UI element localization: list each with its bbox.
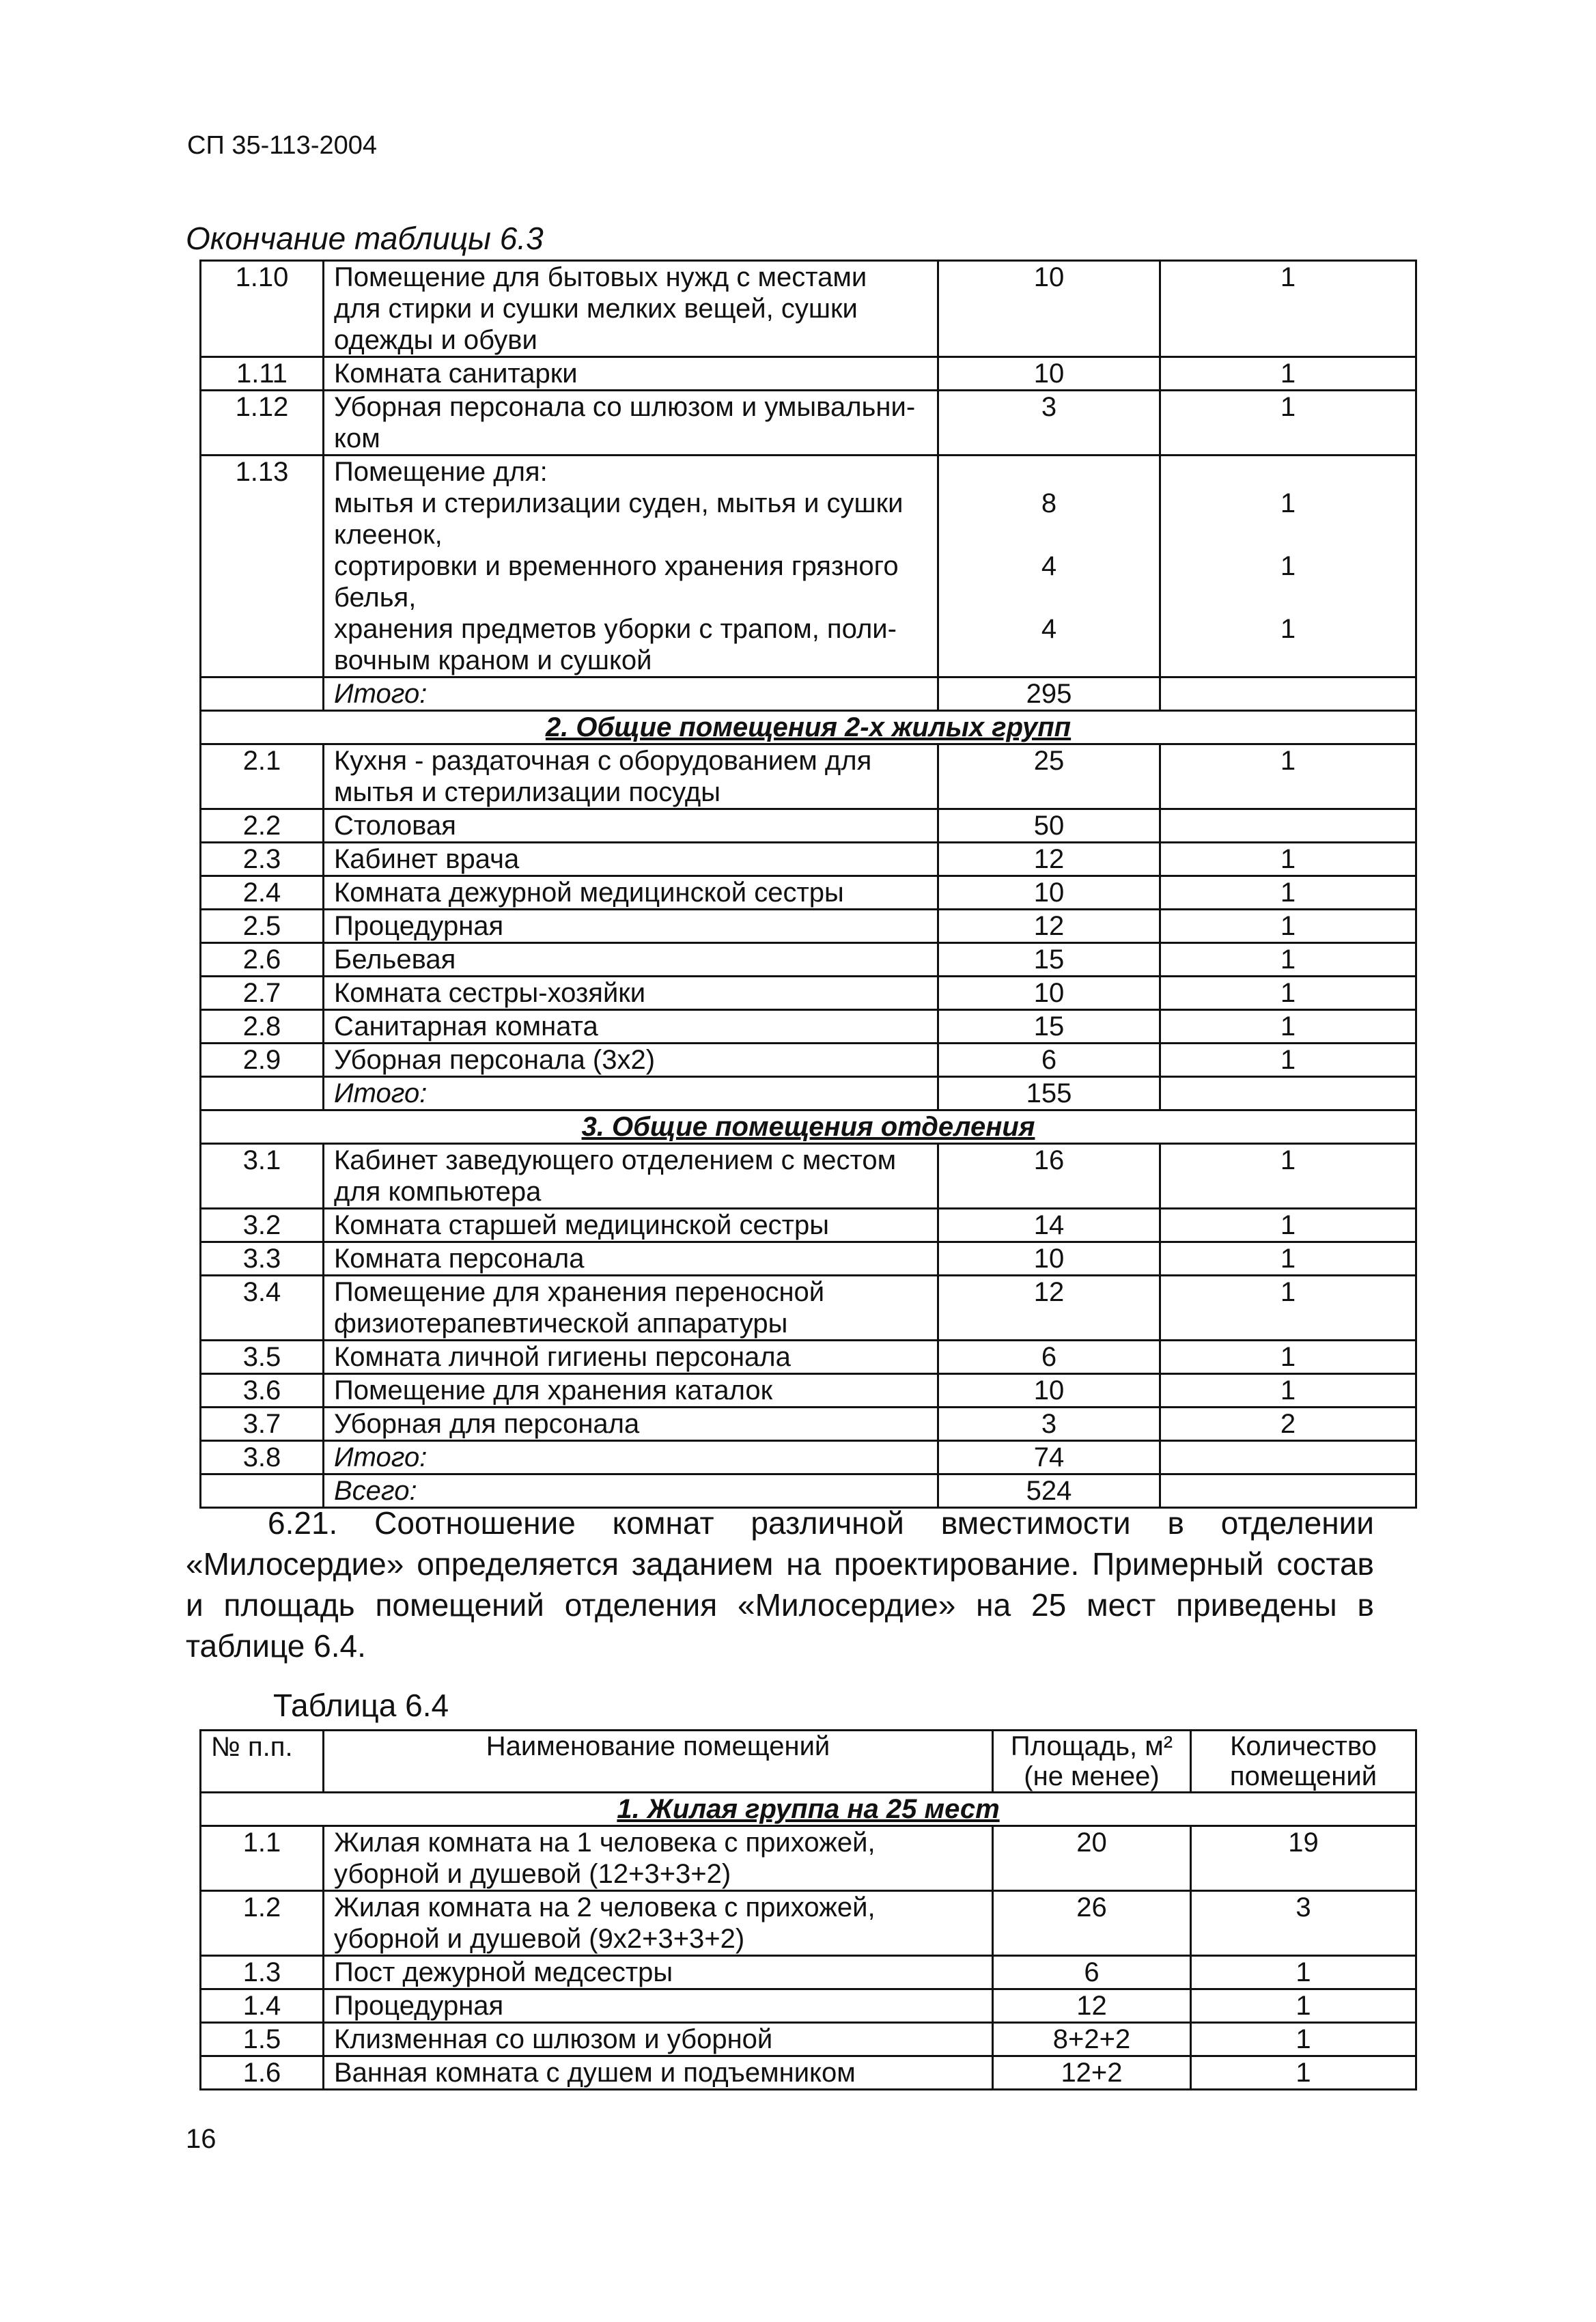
area-value: 4 bbox=[1041, 614, 1057, 644]
room-name bbox=[324, 1010, 938, 1044]
count-value: 1 bbox=[1191, 2056, 1416, 2090]
room-name-line: Комната персонала bbox=[334, 1244, 585, 1274]
room-name bbox=[324, 1956, 993, 1989]
table-row bbox=[201, 1242, 1416, 1276]
area-value: 20 bbox=[993, 1826, 1191, 1891]
section-title: 3. Общие помещения отделения bbox=[201, 1110, 1416, 1144]
area-value bbox=[949, 456, 1149, 488]
area-value: 12 bbox=[938, 910, 1160, 943]
area-value: 524 bbox=[938, 1474, 1160, 1508]
table-row bbox=[201, 1044, 1416, 1077]
area-value: 8+2+2 bbox=[993, 2023, 1191, 2056]
room-name bbox=[324, 809, 938, 843]
row-number: 3.5 bbox=[201, 1341, 324, 1374]
table-row bbox=[201, 1374, 1416, 1408]
row-number: 1.12 bbox=[201, 391, 324, 456]
count-value: 1 bbox=[1160, 1044, 1416, 1077]
table-row bbox=[201, 1826, 1416, 1891]
room-name-line: Санитарная комната bbox=[334, 1011, 598, 1041]
room-name bbox=[324, 1826, 993, 1891]
row-number: 3.2 bbox=[201, 1209, 324, 1242]
row-number: 3.3 bbox=[201, 1242, 324, 1276]
row-number: 2.6 bbox=[201, 943, 324, 977]
room-name-line: хранения предметов уборки с трапом, поли- bbox=[334, 614, 897, 644]
room-name-line: Помещение для хранения переносной bbox=[334, 1277, 825, 1307]
room-name-line: Помещение для бытовых нужд с местами bbox=[334, 262, 867, 292]
row-number: 2.1 bbox=[201, 744, 324, 809]
room-name-line: уборной и душевой (12+3+3+2) bbox=[334, 1859, 731, 1889]
count-value bbox=[1171, 582, 1405, 613]
room-name-line: белья, bbox=[334, 583, 417, 613]
room-name-line: Итого: bbox=[334, 679, 428, 709]
row-number: 1.6 bbox=[201, 2056, 324, 2090]
count-value: 19 bbox=[1191, 1826, 1416, 1891]
count-value bbox=[1160, 809, 1416, 843]
room-name-line: уборной и душевой (9х2+3+3+2) bbox=[334, 1924, 745, 1954]
room-name bbox=[324, 943, 938, 977]
room-name-line: Бельевая bbox=[334, 945, 456, 975]
row-number: 1.5 bbox=[201, 2023, 324, 2056]
header-count-line2: помещений bbox=[1229, 1761, 1377, 1791]
count-value: 1 bbox=[1160, 744, 1416, 809]
area-value bbox=[949, 645, 1149, 676]
header-num: № п.п. bbox=[201, 1731, 324, 1793]
row-number bbox=[201, 1077, 324, 1110]
count-value: 1 bbox=[1280, 488, 1296, 518]
area-value: 295 bbox=[938, 677, 1160, 711]
room-name-line: для компьютера bbox=[334, 1177, 542, 1207]
area-value: 12 bbox=[938, 1276, 1160, 1341]
count-value: 1 bbox=[1160, 977, 1416, 1010]
row-number: 2.8 bbox=[201, 1010, 324, 1044]
header-area-line1: Площадь, м² bbox=[1010, 1731, 1173, 1761]
area-value bbox=[949, 519, 1149, 550]
room-name bbox=[324, 1044, 938, 1077]
table-row bbox=[201, 1956, 1416, 1989]
section-title: 2. Общие помещения 2-х жилых групп bbox=[201, 711, 1416, 744]
room-name-line: Уборная персонала со шлюзом и умывальни- bbox=[334, 392, 916, 422]
room-name-line: Ванная комната с душем и подъемником bbox=[334, 2058, 856, 2088]
room-name bbox=[324, 357, 938, 391]
count-value: 1 bbox=[1191, 2023, 1416, 2056]
total-row bbox=[201, 1441, 1416, 1474]
room-name-line: Клизменная со шлюзом и уборной bbox=[334, 2024, 773, 2054]
header-count bbox=[1191, 1731, 1416, 1793]
row-number: 1.1 bbox=[201, 1826, 324, 1891]
area-value: 10 bbox=[938, 1374, 1160, 1408]
table-row bbox=[201, 2056, 1416, 2090]
room-name-line: мытья и стерилизации посуды bbox=[334, 777, 720, 807]
area-value: 10 bbox=[938, 261, 1160, 357]
room-name-line: Комната личной гигиены персонала bbox=[334, 1342, 791, 1372]
row-number: 3.1 bbox=[201, 1144, 324, 1209]
count-value bbox=[1160, 1077, 1416, 1110]
room-name-line: клеенок, bbox=[334, 520, 443, 550]
section-row bbox=[201, 711, 1416, 744]
room-name bbox=[324, 391, 938, 456]
room-name-line: Итого: bbox=[334, 1078, 428, 1108]
section-title: 1. Жилая группа на 25 мест bbox=[201, 1793, 1416, 1826]
count-value: 1 bbox=[1280, 614, 1296, 644]
table-row bbox=[201, 357, 1416, 391]
room-name-line: Итого: bbox=[334, 1442, 428, 1472]
table-row bbox=[201, 1341, 1416, 1374]
table-6-3-continuation bbox=[199, 260, 1417, 1509]
room-name bbox=[324, 1242, 938, 1276]
table-continuation-caption: Окончание таблицы 6.3 bbox=[186, 221, 544, 256]
paragraph-6-21: 6.21. Соотношение комнат различной вместимости в отделении «Милосердие» определяется заданием на проектирование. Примерный состав и площадь помещений отделения «Милосердие» на 25 мест приведены в таблице 6.4. bbox=[186, 1505, 1374, 1664]
room-name-line: для стирки и сушки мелких вещей, сушки bbox=[334, 294, 858, 324]
count-value: 1 bbox=[1160, 1341, 1416, 1374]
room-name-line: Уборная персонала (3х2) bbox=[334, 1045, 656, 1075]
room-name bbox=[324, 2023, 993, 2056]
header-area-line2: (не менее) bbox=[1024, 1761, 1160, 1791]
count-value: 1 bbox=[1160, 1010, 1416, 1044]
row-number: 1.10 bbox=[201, 261, 324, 357]
room-name-line: Процедурная bbox=[334, 911, 504, 941]
table-row bbox=[201, 744, 1416, 809]
room-name bbox=[324, 1441, 938, 1474]
count-value: 1 bbox=[1191, 1989, 1416, 2023]
room-name-line: вочным краном и сушкой bbox=[334, 645, 652, 675]
table-row bbox=[201, 876, 1416, 910]
room-name-line: Помещение для хранения каталок bbox=[334, 1375, 773, 1405]
room-name-line: Комната сестры-хозяйки bbox=[334, 978, 646, 1008]
room-name bbox=[324, 1276, 938, 1341]
area-value: 12 bbox=[938, 843, 1160, 876]
room-name bbox=[324, 1341, 938, 1374]
area-value: 10 bbox=[938, 357, 1160, 391]
room-name bbox=[324, 261, 938, 357]
area-value: 50 bbox=[938, 809, 1160, 843]
table-row bbox=[201, 943, 1416, 977]
room-name bbox=[324, 1077, 938, 1110]
room-name bbox=[324, 1408, 938, 1441]
room-name bbox=[324, 456, 938, 677]
room-name-line: одежды и обуви bbox=[334, 325, 537, 355]
room-name-line: сортировки и временного хранения грязного bbox=[334, 551, 899, 581]
table-6-4 bbox=[199, 1729, 1417, 2090]
room-name-line: Комната санитарки bbox=[334, 359, 578, 389]
area-value: 6 bbox=[938, 1044, 1160, 1077]
room-name bbox=[324, 1891, 993, 1956]
section-row bbox=[201, 1793, 1416, 1826]
room-name-line: ком bbox=[334, 423, 380, 453]
count-value: 1 bbox=[1160, 943, 1416, 977]
table-row bbox=[201, 261, 1416, 357]
room-name bbox=[324, 910, 938, 943]
count-value: 1 bbox=[1160, 1242, 1416, 1276]
table-row bbox=[201, 1144, 1416, 1209]
area-value: 4 bbox=[1041, 551, 1057, 581]
count-value bbox=[1160, 677, 1416, 711]
count-value: 1 bbox=[1160, 391, 1416, 456]
count-cell bbox=[1160, 456, 1416, 677]
table-row bbox=[201, 1010, 1416, 1044]
table-row bbox=[201, 391, 1416, 456]
table-row bbox=[201, 977, 1416, 1010]
count-value bbox=[1171, 456, 1405, 488]
row-number: 2.4 bbox=[201, 876, 324, 910]
table-header-row bbox=[201, 1731, 1416, 1793]
count-value: 3 bbox=[1191, 1891, 1416, 1956]
area-value: 6 bbox=[993, 1956, 1191, 1989]
page-number: 16 bbox=[186, 2124, 216, 2154]
table-row bbox=[201, 456, 1416, 677]
table-row bbox=[201, 1989, 1416, 2023]
area-value: 26 bbox=[993, 1891, 1191, 1956]
total-row bbox=[201, 1077, 1416, 1110]
room-name-line: Столовая bbox=[334, 811, 456, 841]
area-value: 16 bbox=[938, 1144, 1160, 1209]
row-number: 2.7 bbox=[201, 977, 324, 1010]
room-name-line: Уборная для персонала bbox=[334, 1409, 640, 1439]
room-name-line: Жилая комната на 1 человека с прихожей, bbox=[334, 1828, 876, 1858]
area-cell bbox=[938, 456, 1160, 677]
table-row bbox=[201, 1209, 1416, 1242]
table-row bbox=[201, 843, 1416, 876]
room-name-line: Всего: bbox=[334, 1476, 417, 1506]
row-number: 2.2 bbox=[201, 809, 324, 843]
area-value bbox=[949, 582, 1149, 613]
area-value: 8 bbox=[1041, 488, 1057, 518]
room-name bbox=[324, 744, 938, 809]
area-value: 74 bbox=[938, 1441, 1160, 1474]
room-name-line: Комната старшей медицинской сестры bbox=[334, 1210, 829, 1240]
area-value: 3 bbox=[938, 1408, 1160, 1441]
row-number: 1.2 bbox=[201, 1891, 324, 1956]
row-number: 2.9 bbox=[201, 1044, 324, 1077]
area-value: 6 bbox=[938, 1341, 1160, 1374]
table-row bbox=[201, 2023, 1416, 2056]
count-value bbox=[1171, 519, 1405, 550]
area-value: 12 bbox=[993, 1989, 1191, 2023]
row-number bbox=[201, 677, 324, 711]
document-code-header: СП 35-113-2004 bbox=[187, 131, 378, 160]
area-value: 15 bbox=[938, 1010, 1160, 1044]
room-name bbox=[324, 1374, 938, 1408]
total-row bbox=[201, 677, 1416, 711]
room-name-line: Кабинет заведующего отделением с местом bbox=[334, 1145, 897, 1175]
room-name-line: физиотерапевтической аппаратуры bbox=[334, 1309, 788, 1339]
room-name-line: Процедурная bbox=[334, 1991, 504, 2021]
room-name bbox=[324, 843, 938, 876]
row-number: 3.6 bbox=[201, 1374, 324, 1408]
count-value bbox=[1160, 1441, 1416, 1474]
area-value: 10 bbox=[938, 876, 1160, 910]
count-value: 1 bbox=[1160, 1144, 1416, 1209]
table-row bbox=[201, 1276, 1416, 1341]
count-value: 1 bbox=[1160, 1374, 1416, 1408]
area-value: 10 bbox=[938, 977, 1160, 1010]
area-value: 3 bbox=[938, 391, 1160, 456]
count-value: 1 bbox=[1160, 1209, 1416, 1242]
table-row bbox=[201, 1408, 1416, 1441]
header-name: Наименование помещений bbox=[324, 1731, 993, 1793]
count-value bbox=[1171, 645, 1405, 676]
count-value: 1 bbox=[1160, 357, 1416, 391]
row-number: 2.5 bbox=[201, 910, 324, 943]
count-value: 1 bbox=[1160, 843, 1416, 876]
row-number: 1.11 bbox=[201, 357, 324, 391]
room-name-line: Помещение для: bbox=[334, 457, 548, 487]
room-name bbox=[324, 876, 938, 910]
section-row bbox=[201, 1110, 1416, 1144]
row-number: 1.4 bbox=[201, 1989, 324, 2023]
count-value: 1 bbox=[1160, 876, 1416, 910]
room-name-line: Пост дежурной медсестры bbox=[334, 1957, 673, 1987]
count-value: 1 bbox=[1191, 1956, 1416, 1989]
room-name bbox=[324, 677, 938, 711]
room-name-line: Жилая комната на 2 человека с прихожей, bbox=[334, 1892, 876, 1922]
count-value: 1 bbox=[1280, 551, 1296, 581]
header-count-line1: Количество bbox=[1230, 1731, 1377, 1761]
row-number: 3.4 bbox=[201, 1276, 324, 1341]
row-number: 2.3 bbox=[201, 843, 324, 876]
room-name bbox=[324, 2056, 993, 2090]
table-row bbox=[201, 809, 1416, 843]
count-value: 1 bbox=[1160, 910, 1416, 943]
row-number: 3.8 bbox=[201, 1441, 324, 1474]
area-value: 12+2 bbox=[993, 2056, 1191, 2090]
area-value: 14 bbox=[938, 1209, 1160, 1242]
row-number: 1.13 bbox=[201, 456, 324, 677]
room-name bbox=[324, 977, 938, 1010]
area-value: 25 bbox=[938, 744, 1160, 809]
room-name bbox=[324, 1209, 938, 1242]
room-name-line: мытья и стерилизации суден, мытья и сушки bbox=[334, 488, 904, 518]
room-name-line: Кухня - раздаточная с оборудованием для bbox=[334, 746, 872, 776]
header-area bbox=[993, 1731, 1191, 1793]
area-value: 155 bbox=[938, 1077, 1160, 1110]
row-number: 1.3 bbox=[201, 1956, 324, 1989]
room-name bbox=[324, 1144, 938, 1209]
count-value: 2 bbox=[1160, 1408, 1416, 1441]
table-6-4-caption: Таблица 6.4 bbox=[273, 1688, 449, 1723]
table-row bbox=[201, 910, 1416, 943]
area-value: 15 bbox=[938, 943, 1160, 977]
area-value: 10 bbox=[938, 1242, 1160, 1276]
room-name-line: Комната дежурной медицинской сестры bbox=[334, 878, 844, 908]
room-name bbox=[324, 1989, 993, 2023]
table-row bbox=[201, 1891, 1416, 1956]
room-name-line: Кабинет врача bbox=[334, 844, 520, 874]
count-value: 1 bbox=[1160, 1276, 1416, 1341]
row-number: 3.7 bbox=[201, 1408, 324, 1441]
count-value: 1 bbox=[1160, 261, 1416, 357]
